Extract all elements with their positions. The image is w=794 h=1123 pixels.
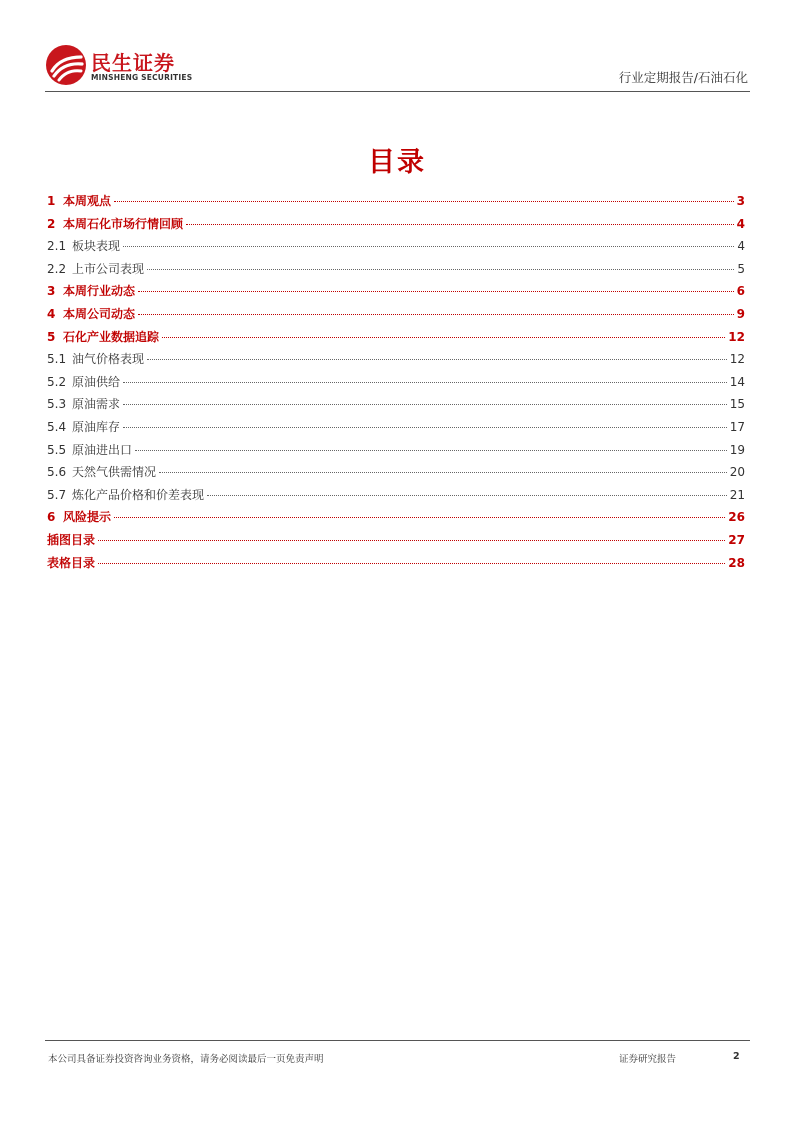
toc-entry-number: 5.7 (47, 487, 67, 502)
toc-entry-page: 4 (737, 239, 745, 254)
toc-leader (186, 224, 734, 225)
toc-entry-page: 14 (729, 374, 745, 389)
toc-subentry[interactable] (47, 235, 745, 258)
toc-leader (138, 291, 734, 292)
toc-entry-page: 12 (729, 352, 745, 367)
table-of-contents (47, 190, 745, 574)
footer-disclaimer: 本公司具备证券投资咨询业务资格，请务必阅读最后一页免责声明 (48, 1054, 324, 1065)
footer-divider (45, 1040, 750, 1041)
toc-subentry[interactable] (47, 416, 745, 439)
toc-entry-page: 27 (728, 532, 745, 547)
toc-entry-number: 5.2 (47, 374, 67, 389)
minsheng-logo-icon (45, 44, 87, 86)
toc-entry[interactable] (47, 552, 745, 575)
toc-entry[interactable] (47, 213, 745, 236)
logo-english-name: MINSHENG SECURITIES (91, 73, 193, 82)
toc-entry[interactable] (47, 280, 745, 303)
toc-entry-text: 风险提示 (63, 510, 112, 525)
toc-entry-text: 本周石化市场行情回顾 (63, 216, 184, 231)
toc-subentry[interactable] (47, 348, 745, 371)
toc-entry[interactable] (47, 529, 745, 552)
toc-entry-page: 9 (736, 306, 745, 321)
footer-report-label: 证券研究报告 (619, 1054, 677, 1065)
toc-entry-page: 28 (728, 555, 745, 570)
toc-entry-number: 5.6 (47, 465, 67, 480)
toc-leader (147, 359, 727, 360)
toc-leader (207, 495, 727, 496)
toc-leader (114, 517, 725, 518)
toc-entry-text: 原油进出口 (72, 442, 133, 457)
toc-entry-page: 26 (728, 510, 745, 525)
page-header (45, 44, 750, 92)
toc-entry-number: 5.3 (47, 397, 67, 412)
toc-entry-page: 4 (736, 216, 745, 231)
toc-entry-number: 2.1 (47, 239, 67, 254)
toc-entry-number: 3 (47, 284, 56, 299)
toc-entry[interactable] (47, 506, 745, 529)
toc-entry-number: 1 (47, 194, 56, 208)
toc-entry-page: 15 (729, 397, 745, 412)
toc-entry-text: 上市公司表现 (72, 261, 145, 276)
toc-leader (98, 540, 725, 541)
toc-title: 目录 (368, 147, 426, 178)
footer-page-number: 2 (733, 1051, 740, 1062)
toc-entry-page: 19 (729, 442, 745, 457)
toc-leader (123, 246, 734, 247)
toc-leader (159, 472, 727, 473)
toc-entry-number: 5.4 (47, 419, 67, 434)
header-divider (45, 91, 750, 92)
toc-leader (147, 269, 734, 270)
toc-entry-page: 3 (736, 194, 745, 208)
toc-subentry[interactable] (47, 393, 745, 416)
toc-entry-text: 本周公司动态 (63, 306, 136, 321)
toc-entry-text: 板块表现 (72, 239, 121, 254)
toc-subentry[interactable] (47, 371, 745, 394)
toc-entry-text: 油气价格表现 (72, 352, 145, 367)
toc-entry-text: 本周行业动态 (63, 284, 136, 299)
toc-leader (138, 314, 734, 315)
toc-entry-text: 石化产业数据追踪 (63, 329, 160, 344)
toc-leader (98, 563, 725, 564)
report-type-label: 行业定期报告/石油石化 (618, 70, 748, 85)
toc-entry-page: 21 (729, 487, 745, 502)
toc-entry[interactable] (47, 326, 745, 349)
minsheng-logo (45, 44, 245, 88)
toc-entry-page: 6 (736, 284, 745, 299)
toc-entry-number: 4 (47, 306, 56, 321)
toc-leader (114, 201, 734, 202)
toc-subentry[interactable] (47, 258, 745, 281)
toc-leader (135, 450, 727, 451)
toc-entry-page: 5 (737, 261, 745, 276)
toc-entry-text: 天然气供需情况 (72, 465, 157, 480)
toc-subentry[interactable] (47, 461, 745, 484)
toc-entry-number: 5.5 (47, 442, 67, 457)
toc-leader (162, 337, 725, 338)
toc-entry-text: 炼化产品价格和价差表现 (72, 487, 205, 502)
toc-entry-text: 原油需求 (72, 397, 121, 412)
toc-entry-number: 2 (47, 216, 56, 231)
toc-entry-text: 插图目录 (47, 532, 96, 547)
toc-entry-number: 6 (47, 510, 56, 525)
toc-entry-page: 20 (729, 465, 745, 480)
toc-entry[interactable] (47, 303, 745, 326)
toc-entry-page: 17 (729, 419, 745, 434)
toc-leader (123, 427, 727, 428)
toc-entry-text: 原油供给 (72, 374, 121, 389)
toc-entry-page: 12 (728, 329, 745, 344)
toc-leader (123, 382, 727, 383)
toc-subentry[interactable] (47, 439, 745, 462)
logo-chinese-name: 民生证券 (91, 51, 175, 75)
toc-entry-text: 原油库存 (72, 419, 121, 434)
toc-entry-number: 5.1 (47, 352, 67, 367)
toc-entry-number: 2.2 (47, 261, 67, 276)
toc-entry-text: 表格目录 (47, 555, 96, 570)
toc-entry[interactable] (47, 190, 745, 213)
toc-entry-number: 5 (47, 329, 56, 344)
toc-subentry[interactable] (47, 484, 745, 507)
toc-entry-text: 本周观点 (63, 194, 112, 208)
toc-leader (123, 404, 727, 405)
